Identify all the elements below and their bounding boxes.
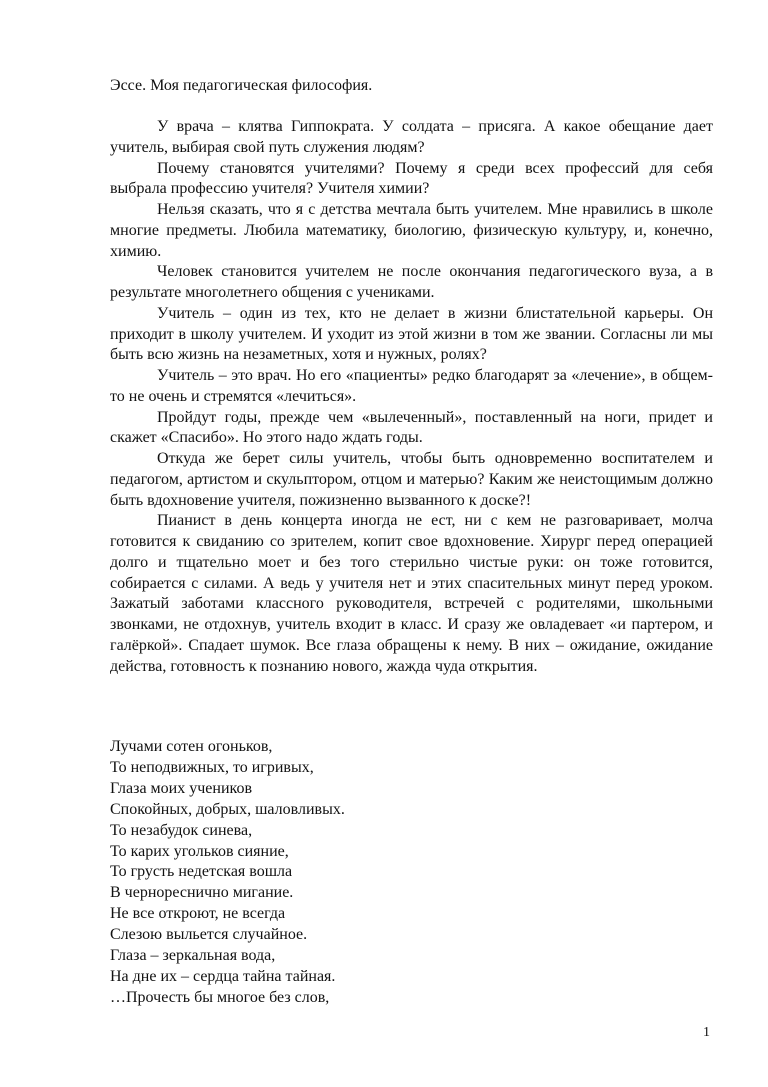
poem-line: То грусть недетская вошла [110,863,293,881]
paragraph: Пройдут годы, прежде чем «вылеченный», поставленный на ноги, придет и скажет «Спасибо». Но этого надо ждать годы. [110,408,713,447]
poem-line: Лучами сотен огоньков, [110,738,273,755]
paragraph: Откуда же берет силы учитель, чтобы быть одновременно воспитателем и педагогом, артистом и скульптором, отцом и матерью? Каким же неистощимым должно быть вдохновение учителя, пожизненно вызванного к доске?! [110,450,713,509]
paragraph: Учитель – один из тех, кто не делает в жизни блистательной карьеры. Он приходит в школу учителем. И уходит из этой жизни в том же звании. Согласны ли мы быть всю жизнь на незаметных, хотя и нужных, ролях? [110,304,713,364]
poem [110,737,345,1009]
poem-line: В чернореснично мигание. [110,884,294,902]
poem-line: Слезою выльется случайное. [110,926,308,944]
paragraph: Человек становится учителем не после окончания педагогического вуза, а в результате многолетнего общения с учениками. [110,263,713,301]
essay-body [110,117,713,677]
poem-line: …Прочесть бы многое без слов, [110,988,330,1006]
poem-line: На дне их – сердца тайна тайная. [110,967,336,985]
paragraph: У врача – клятва Гиппократа. У солдата – присяга. А какое обещание дает учитель, выбирая свой путь служения людям? [110,118,713,156]
poem-line: То неподвижных, то игривых, [110,758,314,776]
poem-line: Спокойных, добрых, шаловливых. [110,800,345,818]
paragraph: Учитель – это врач. Но его «пациенты» редко благодарят за «лечение», в общем-то не очень и стремятся «лечиться». [110,367,713,405]
poem-line: То карих угольков сияние, [110,842,289,860]
poem-line: Не все откроют, не всегда [110,905,286,923]
poem-line: Глаза – зеркальная вода, [110,947,276,965]
paragraph: Пианист в день концерта иногда не ест, ни с кем не разговаривает, молча готовится к свиданию со зрителем, копит свое вдохновение. Хирург перед операцией долго и тщательно моет и без того стерильно чистые руки: он тоже готовится, собирается с силами. А ведь у учителя нет и этих спасительных минут перед уроком. Зажатый заботами классного руководителя, встречей с родителями, школьными звонками, не отдохнув, учитель входит в класс. И сразу же овладевает «и партером, и галёркой». Спадает шумок. Все глаза обращены к нему. В них – ожидание, ожидание действа, готовность к познанию нового, жажда чуда открытия. [110,512,713,675]
essay-title: Эссе. Моя педагогическая философия. [110,77,373,94]
poem-line: Глаза моих учеников [110,779,253,797]
paragraph: Нельзя сказать, что я с детства мечтала быть учителем. Мне нравились в школе многие предметы. Любила математику, биологию, физическую культуру, и, конечно, химию. [110,201,713,260]
paragraph: Почему становятся учителями? Почему я среди всех профессий для себя выбрала профессию учителя? Учителя химии? [110,159,713,198]
page-number: 1 [703,1025,710,1040]
poem-line: То незабудок синева, [110,821,253,839]
